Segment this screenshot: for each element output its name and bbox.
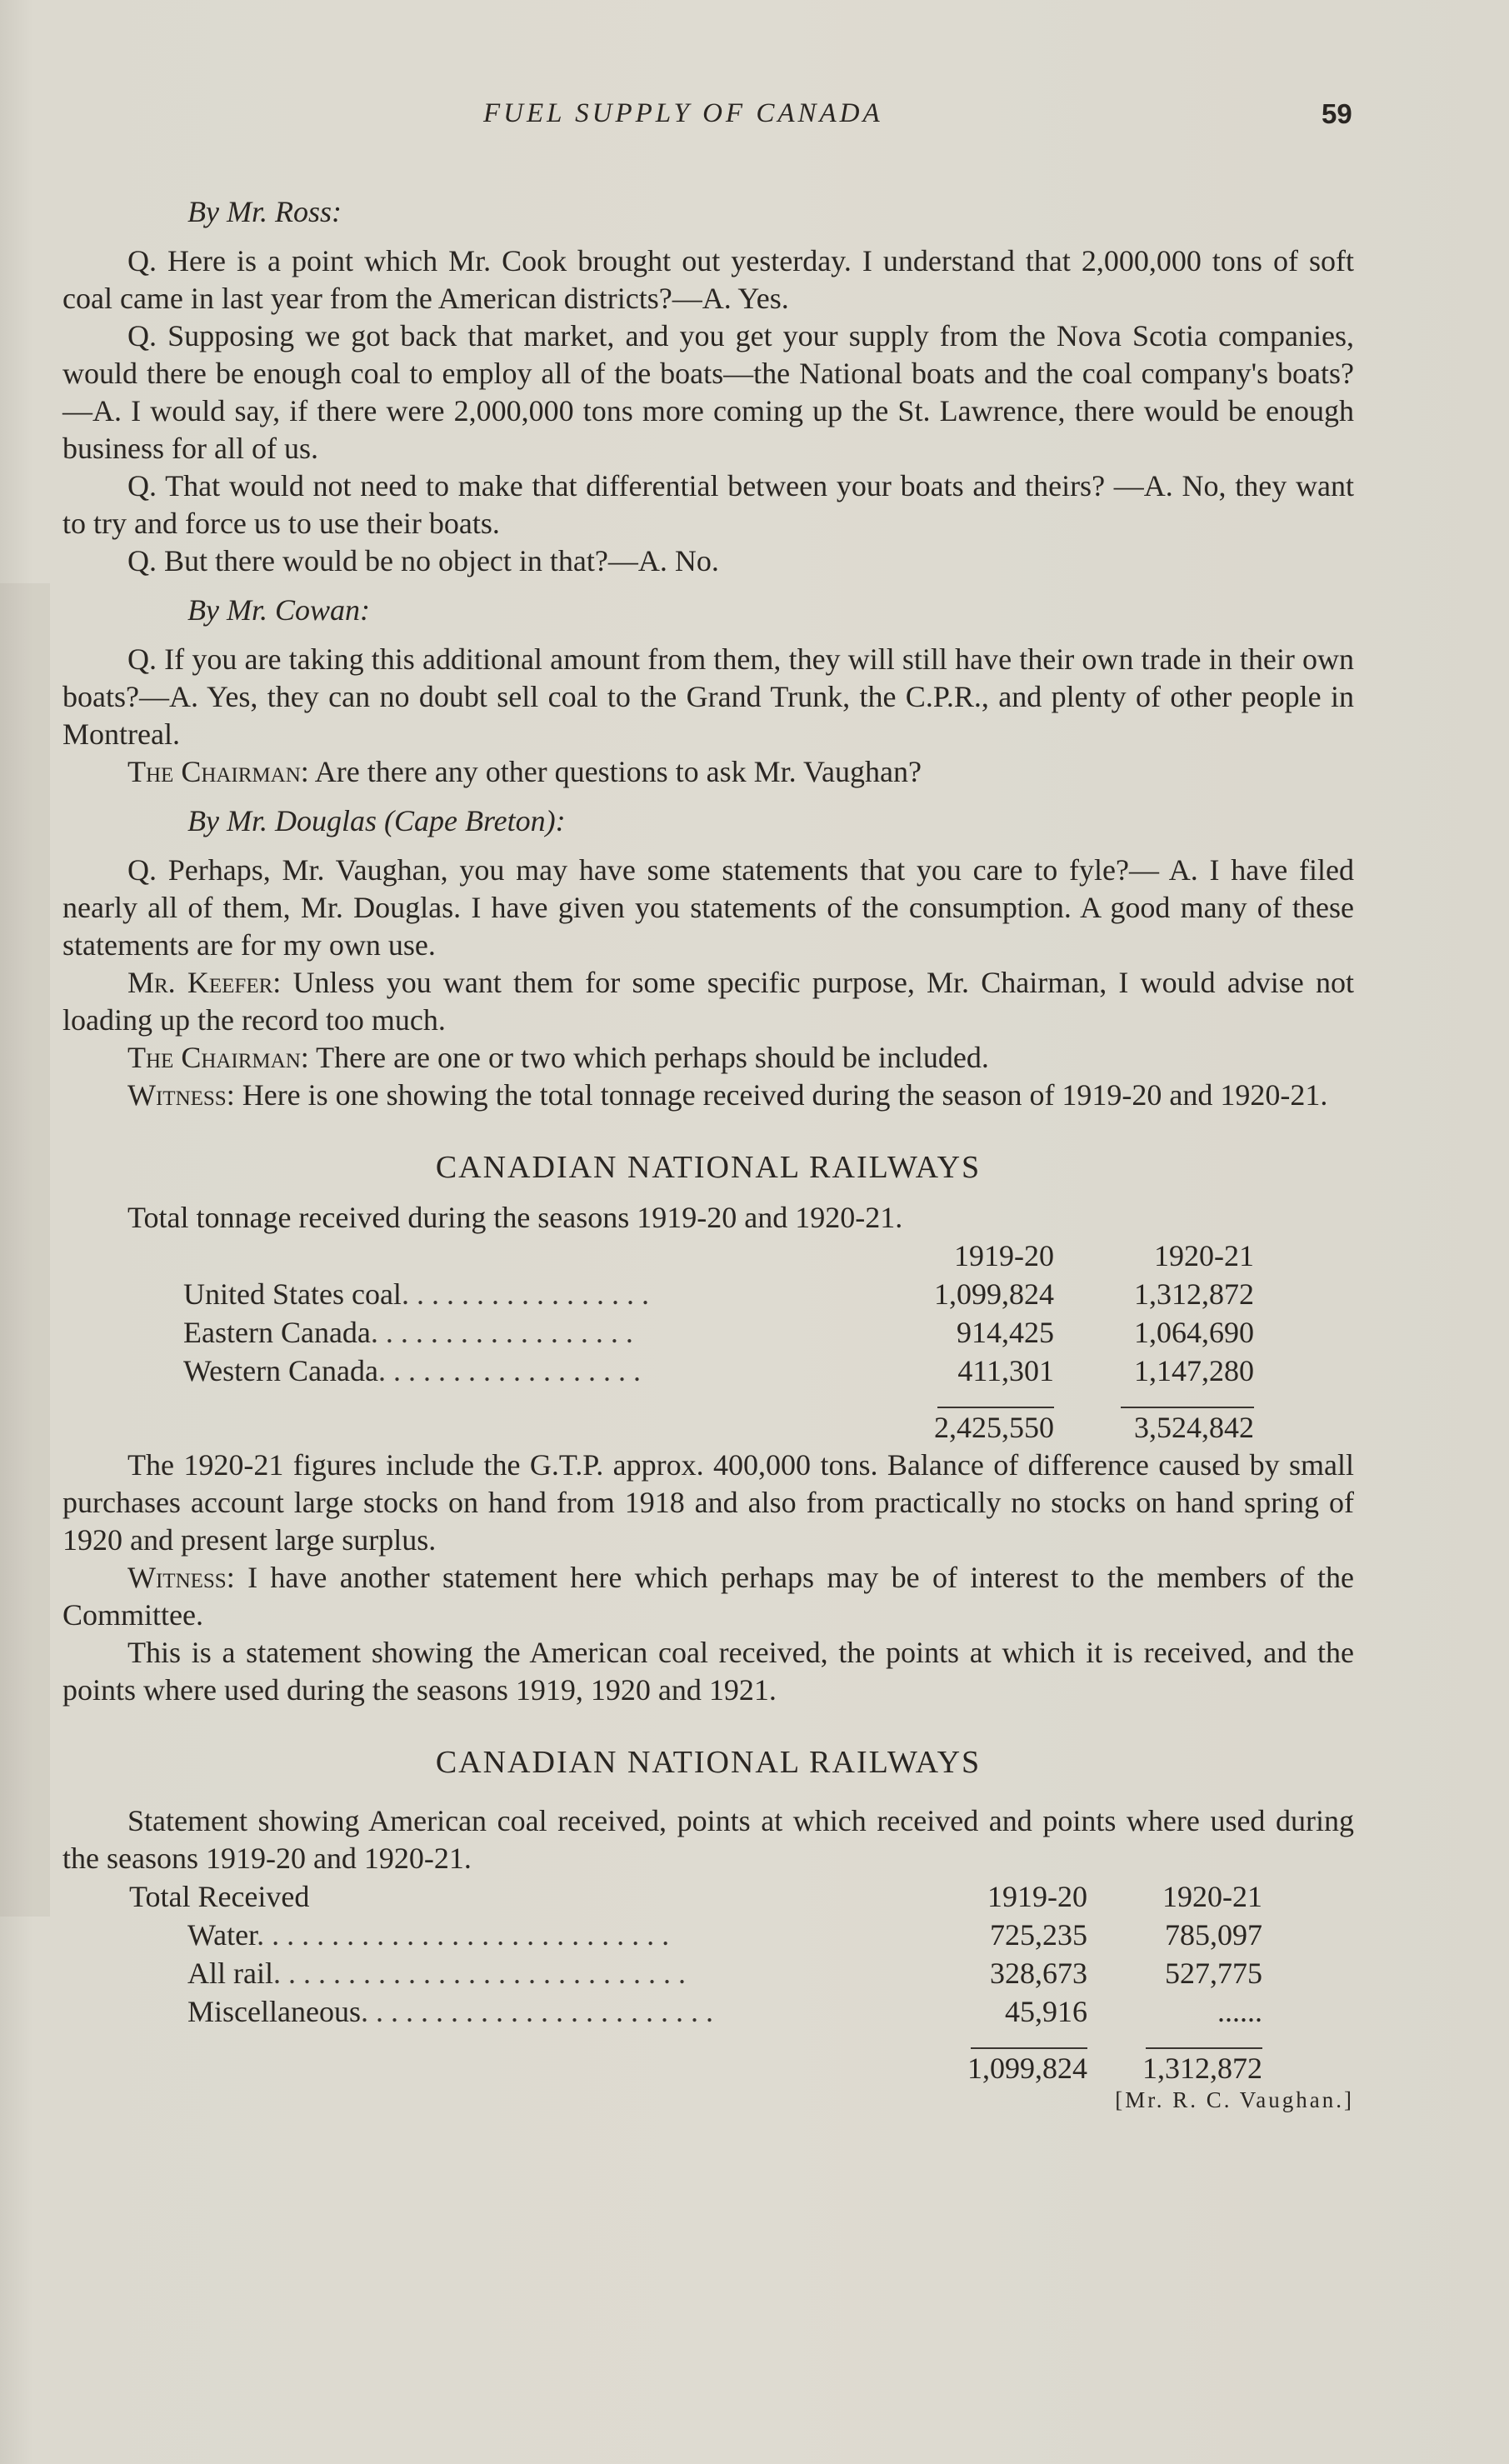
byline-douglas: By Mr. Douglas (Cape Breton): — [187, 804, 566, 837]
speaker-name: The Chairman — [127, 1041, 301, 1074]
column-header: 1919-20 — [954, 1239, 1054, 1272]
signature: [Mr. R. C. Vaughan.] — [1115, 2087, 1354, 2112]
table-title: CANADIAN NATIONAL RAILWAYS — [435, 1745, 982, 1780]
cell-value: 328,673 — [990, 1957, 1087, 1990]
cell-value: 914,425 — [957, 1316, 1054, 1349]
speaker-text: : I have another statement here which perhaps may be of interest to the members of the Committee. — [62, 1561, 1354, 1632]
speaker-paragraph — [62, 1039, 1354, 1077]
cell-value: 45,916 — [1005, 1995, 1087, 2028]
column-header: 1920-21 — [1154, 1239, 1254, 1272]
speaker-name: The Chairman — [127, 755, 301, 788]
page-edge-shadow — [0, 583, 50, 1917]
table-row — [129, 1954, 1262, 1992]
speaker-text: : Unless you want them for some specific purpose, Mr. Chairman, I would advise not loading up the record too much. — [62, 966, 1355, 1037]
total-value: 1,312,872 — [1142, 2052, 1262, 2085]
dot-leader: . . . . . . . . . . . . . . . . . — [401, 1277, 649, 1311]
table-caption: Total tonnage received during the seasons 1919-20 and 1920-21. — [127, 1201, 903, 1234]
total-received-label: Total Received — [129, 1880, 310, 1913]
row-label: Western Canada — [183, 1354, 378, 1387]
cell-value: 411,301 — [957, 1354, 1054, 1387]
row-label: All rail — [187, 1957, 273, 1990]
row-label: United States coal — [183, 1277, 402, 1311]
cell-value: ...... — [1217, 1995, 1262, 2028]
cell-value: 1,312,872 — [1134, 1277, 1254, 1311]
cell-value: 1,099,824 — [934, 1277, 1054, 1311]
cell-value: 527,775 — [1165, 1957, 1262, 1990]
dot-leader: . . . . . . . . . . . . . . . . . . . . . . . . — [360, 1995, 713, 2028]
speaker-text: : Are there any other questions to ask Mr. Vaughan? — [300, 755, 922, 788]
total-rule — [937, 1407, 1054, 1408]
byline-cowan: By Mr. Cowan: — [187, 593, 370, 627]
table-total-row — [183, 1407, 1254, 1447]
speaker-name: Witness — [127, 1078, 227, 1112]
paragraph: The 1920-21 figures include the G.T.P. approx. 400,000 tons. Balance of difference caused by small purchases account large stocks on hand from 1918 and also from practically no stocks on hand spring of 1920 and present large surplus. — [62, 1448, 1354, 1557]
cell-value: 725,235 — [990, 1918, 1087, 1952]
american-coal-table — [129, 1877, 1262, 2087]
table-header-row — [183, 1237, 1254, 1275]
total-value: 3,524,842 — [1134, 1411, 1254, 1444]
cell-value: 1,147,280 — [1134, 1354, 1254, 1387]
paragraph: Q. Perhaps, Mr. Vaughan, you may have some statements that you care to fyle?— A. I have filed nearly all of them, Mr. Douglas. I have given you statements of the consumption. A good many of these statements are for my own use. — [62, 853, 1354, 962]
cell-value: 785,097 — [1165, 1918, 1262, 1952]
total-rule — [971, 2047, 1087, 2049]
total-value: 1,099,824 — [967, 2052, 1087, 2085]
cell-value: 1,064,690 — [1134, 1316, 1254, 1349]
table-row — [129, 1992, 1262, 2031]
speaker-text: : Here is one showing the total tonnage received during the season of 1919-20 and 1920-21. — [226, 1078, 1328, 1112]
dot-leader: . . . . . . . . . . . . . . . . . . . . . . . . . . . . — [272, 1957, 686, 1990]
running-title: FUEL SUPPLY OF CANADA — [483, 98, 883, 128]
paragraph: This is a statement showing the American coal received, the points at which it is received, and the points where used during the seasons 1919, 1920 and 1921. — [62, 1636, 1354, 1707]
table-row — [129, 1916, 1262, 1954]
paragraph: Q. But there would be no object in that?—A. No. — [127, 544, 719, 577]
dot-leader: . . . . . . . . . . . . . . . . . . — [378, 1354, 641, 1387]
dot-leader: . . . . . . . . . . . . . . . . . . . . . . . . . . . . — [257, 1918, 670, 1952]
paragraph: Q. Here is a point which Mr. Cook brought out yesterday. I understand that 2,000,000 tons of soft coal came in last year from the American districts?—A. Yes. — [62, 244, 1354, 315]
table-row — [183, 1352, 1254, 1390]
paragraph: Q. Supposing we got back that market, and you get your supply from the Nova Scotia companies, would there be enough coal to employ all of the boats—the National boats and the coal company's boats?—A. I would say, if there were 2,000,000 tons more coming up the St. Lawrence, there would be enough business for all of us. — [62, 319, 1354, 465]
table-title: CANADIAN NATIONAL RAILWAYS — [435, 1150, 982, 1185]
total-value: 2,425,550 — [934, 1411, 1054, 1444]
tonnage-table — [183, 1237, 1254, 1447]
paragraph: Q. That would not need to make that differential between your boats and theirs? —A. No, they want to try and force us to use their boats. — [62, 469, 1354, 540]
speaker-paragraph — [62, 753, 1354, 791]
row-label: Water — [187, 1918, 257, 1952]
table-header-row — [129, 1877, 1262, 1916]
page-number: 59 — [1322, 98, 1352, 129]
total-rule — [1121, 1407, 1254, 1408]
row-label: Eastern Canada — [183, 1316, 371, 1349]
page-body — [62, 193, 1354, 2113]
paragraph: Q. If you are taking this additional amount from them, they will still have their own trade in their own boats?—A. Yes, they can no doubt sell coal to the Grand Trunk, the C.P.R., and plenty of other people in Montreal. — [62, 642, 1354, 751]
column-header: 1919-20 — [987, 1880, 1087, 1913]
total-rule — [1146, 2047, 1262, 2049]
dot-leader: . . . . . . . . . . . . . . . . . . — [370, 1316, 633, 1349]
table-total-row — [129, 2047, 1262, 2087]
speaker-text: : There are one or two which perhaps should be included. — [300, 1041, 989, 1074]
page-header — [0, 98, 1509, 140]
byline-ross: By Mr. Ross: — [187, 195, 342, 228]
speaker-name: Witness — [127, 1561, 227, 1594]
speaker-name: Mr. Keefer — [127, 966, 273, 999]
table-row — [183, 1275, 1254, 1313]
table-caption: Statement showing American coal received, points at which received and points where used during the seasons 1919-20 and 1920-21. — [62, 1804, 1354, 1875]
speaker-paragraph — [62, 964, 1354, 1039]
speaker-paragraph — [62, 1077, 1354, 1114]
table-row — [183, 1313, 1254, 1352]
row-label: Miscellaneous — [187, 1995, 361, 2028]
speaker-paragraph — [62, 1559, 1354, 1634]
column-header: 1920-21 — [1162, 1880, 1262, 1913]
